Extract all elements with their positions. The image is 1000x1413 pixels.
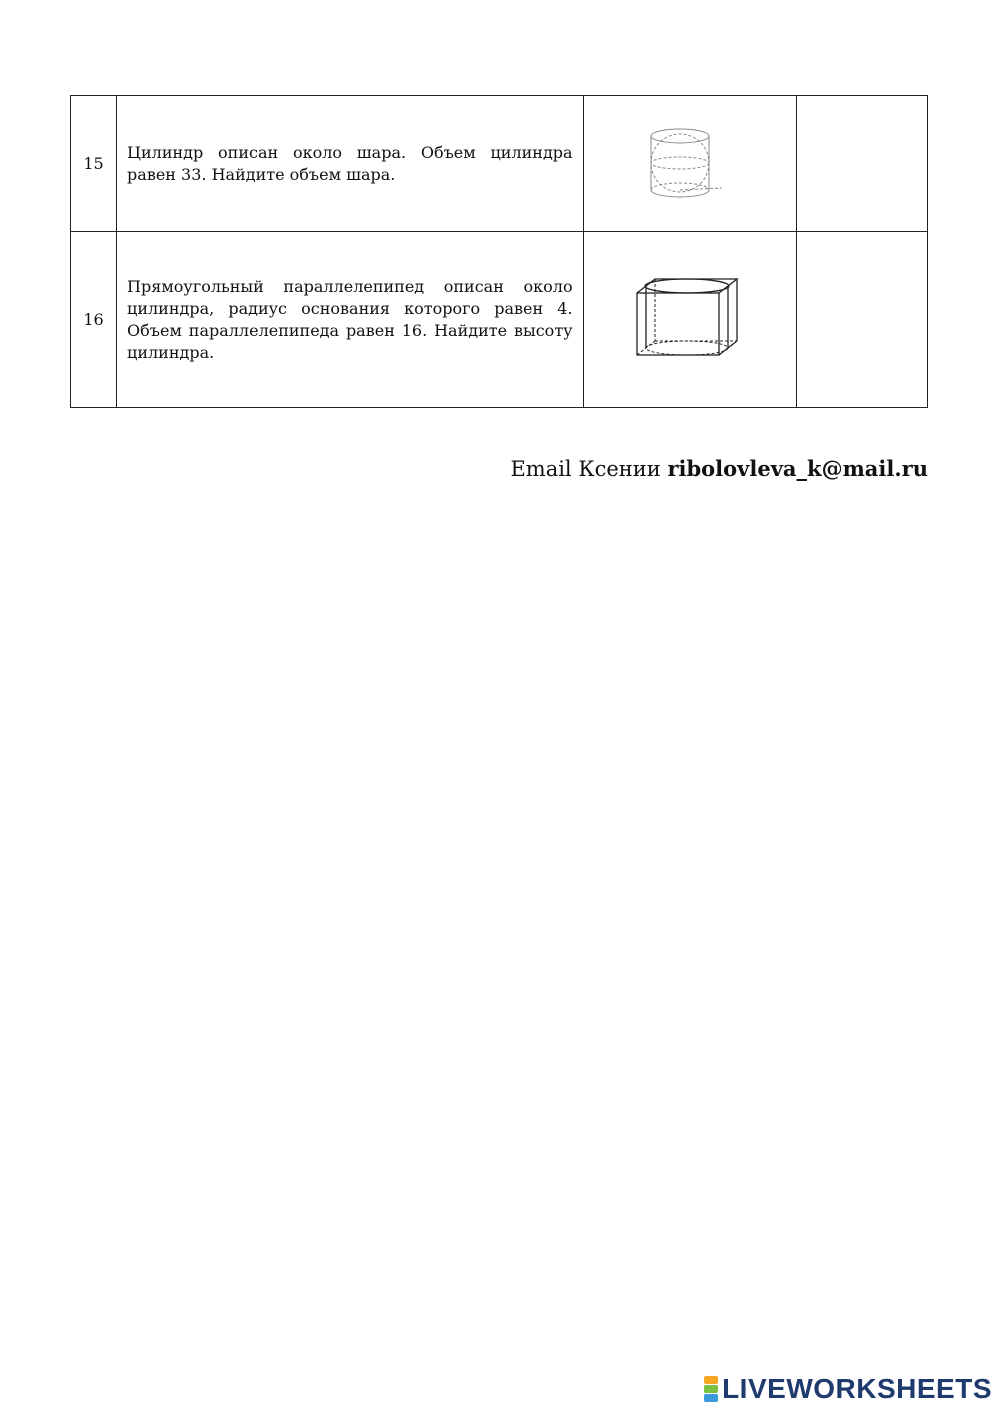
tasks-table xyxy=(70,95,928,408)
email-address[interactable]: ribolovleva_k@mail.ru xyxy=(667,456,928,481)
task-row xyxy=(71,232,928,408)
task-number: 15 xyxy=(71,96,117,232)
answer-cell-16[interactable] xyxy=(796,232,927,408)
answer-cell-15[interactable] xyxy=(796,96,927,232)
task-text: Цилиндр описан около шара. Объем цилиндра равен 33. Найдите объем шара. xyxy=(117,96,584,232)
brand-text: LIVEWORKSHEETS xyxy=(722,1373,992,1404)
task-number: 16 xyxy=(71,232,117,408)
liveworksheets-brand xyxy=(704,1373,992,1405)
answer-input-16[interactable] xyxy=(797,231,931,408)
logo-block xyxy=(704,1376,718,1384)
task-text: Прямоугольный параллелепипед описан около цилиндра, радиус основания которого равен 4. Объем параллелепипеда равен 16. Найдите высоту цилиндра. xyxy=(117,232,584,408)
cylinder-sphere-figure xyxy=(583,96,796,232)
logo-block xyxy=(704,1385,718,1393)
box-cylinder-figure xyxy=(583,232,796,408)
answer-input-15[interactable] xyxy=(797,95,931,232)
email-label: Email Ксении xyxy=(510,457,661,481)
liveworksheets-logo-icon xyxy=(704,1376,718,1402)
box-cylinder-icon xyxy=(635,275,745,365)
author-email xyxy=(510,456,928,481)
task-row xyxy=(71,96,928,232)
logo-block xyxy=(704,1394,718,1402)
cylinder-sphere-icon xyxy=(650,124,730,204)
